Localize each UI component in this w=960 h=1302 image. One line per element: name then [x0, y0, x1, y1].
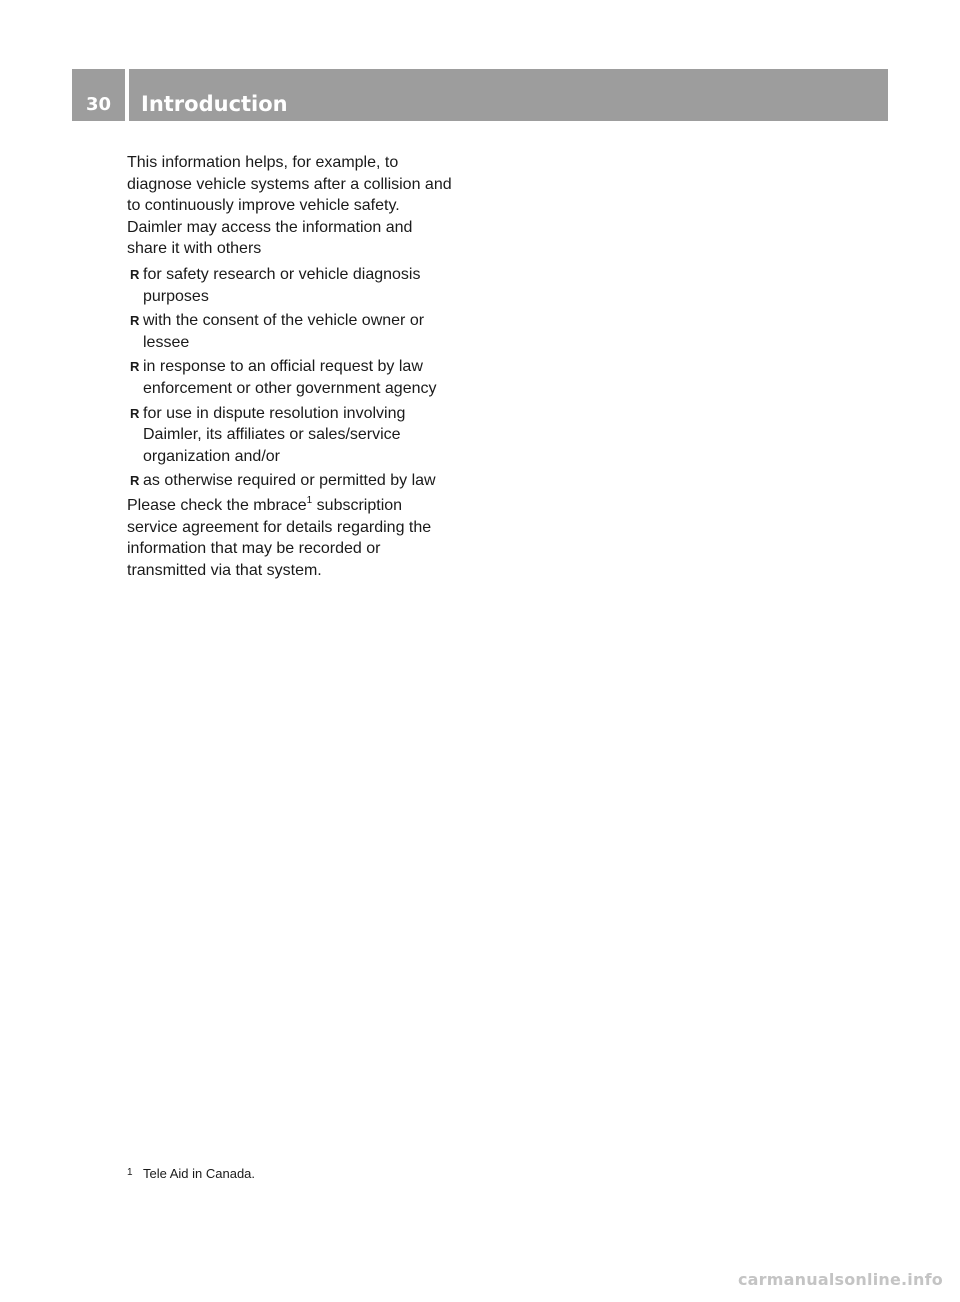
bullet-icon: R: [130, 266, 140, 282]
footnote-reference[interactable]: 1: [306, 494, 313, 506]
intro-line: This information helps, for example, to: [127, 154, 399, 171]
page-number: 30: [72, 69, 125, 121]
bullet-line: enforcement or other government agency: [143, 379, 437, 397]
watermark: carmanualsonline.info: [738, 1270, 943, 1289]
list-item: [127, 403, 472, 468]
section-title: Introduction: [129, 69, 888, 121]
closing-paragraph: [127, 495, 472, 581]
intro-paragraph: [127, 152, 472, 260]
page-header: [72, 69, 888, 121]
closing-line: service agreement for details regarding the: [127, 518, 432, 536]
bullet-line: lessee: [143, 333, 190, 351]
intro-line: to continuously improve vehicle safety.: [127, 197, 400, 215]
bullet-line: purposes: [143, 287, 209, 305]
closing-line: information that may be recorded or: [127, 540, 381, 558]
bullet-line: in response to an official request by law: [143, 358, 423, 376]
bullet-line: for use in dispute resolution involving: [143, 404, 406, 422]
closing-line: subscription: [312, 496, 403, 514]
main-content: [127, 152, 472, 581]
list-item: [127, 356, 472, 399]
bullet-icon: R: [130, 473, 140, 489]
bullet-line: as otherwise required or permitted by law: [143, 472, 436, 490]
intro-line: share it with others: [127, 240, 262, 258]
bullet-line: Daimler, its affiliates or sales/service: [143, 426, 401, 444]
bullet-icon: R: [130, 359, 140, 375]
bullet-line: organization and/or: [143, 447, 280, 465]
footnote-mark: 1: [127, 1167, 133, 1178]
list-item: [127, 470, 472, 492]
bullet-list: [127, 264, 472, 492]
closing-line: transmitted via that system.: [127, 561, 322, 579]
list-item: [127, 264, 472, 307]
intro-line: diagnose vehicle systems after a collision and: [127, 175, 452, 193]
list-item: [127, 310, 472, 353]
bullet-icon: R: [130, 313, 140, 329]
footnote-text: Tele Aid in Canada.: [143, 1166, 256, 1181]
bullet-line: for safety research or vehicle diagnosis: [143, 265, 421, 283]
intro-line: Daimler may access the information and: [127, 218, 413, 236]
closing-line: Please check the mbrace: [127, 496, 307, 514]
footnote: [127, 1166, 255, 1181]
bullet-line: with the consent of the vehicle owner or: [143, 312, 425, 330]
bullet-icon: R: [130, 405, 140, 421]
